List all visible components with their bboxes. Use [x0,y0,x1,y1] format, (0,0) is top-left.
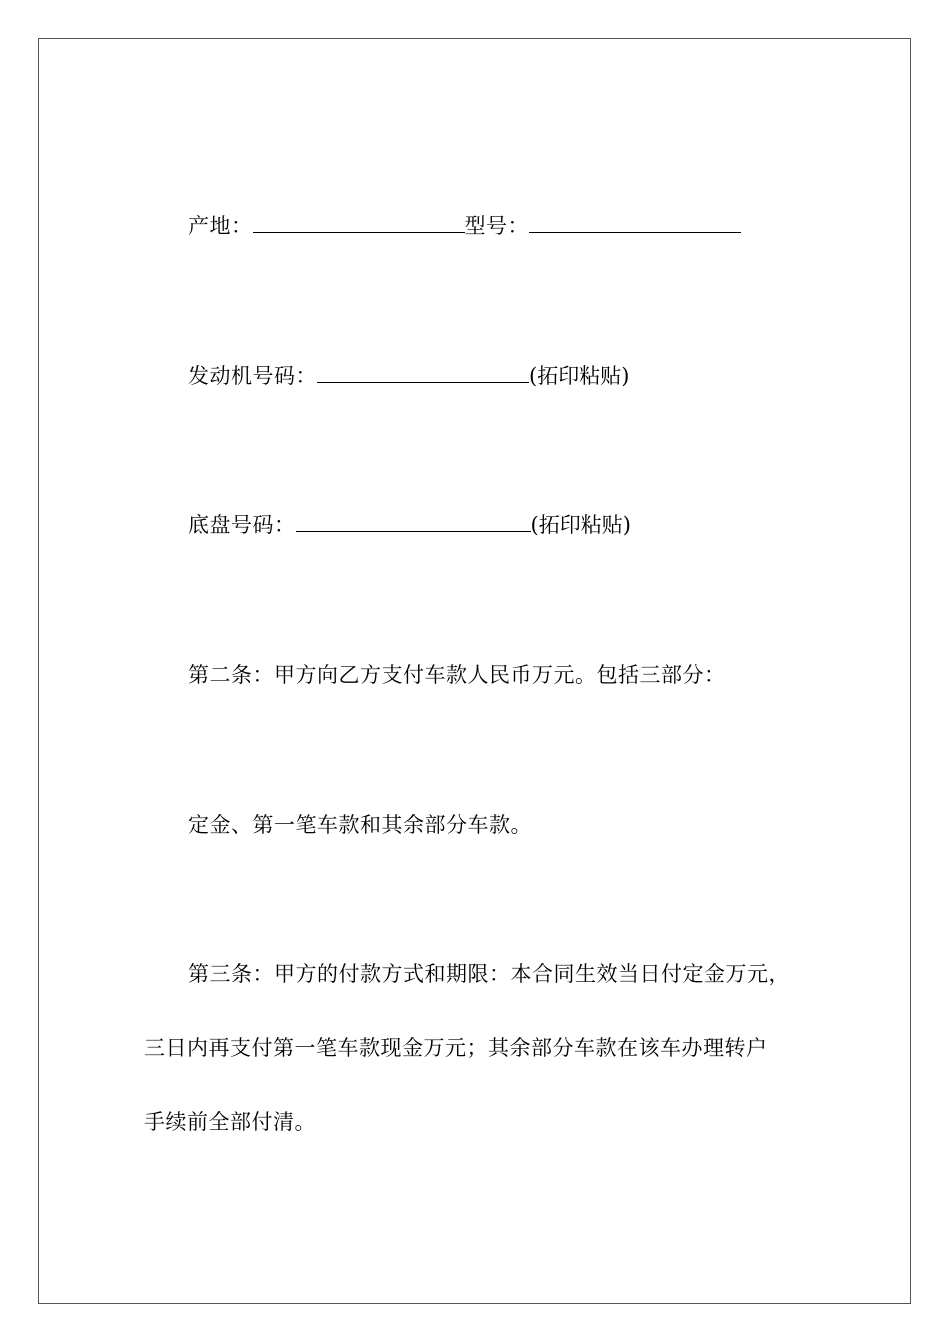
origin-blank [253,212,465,233]
engine-number-line [188,362,629,390]
article-3-line-2: 三日内再支付第一笔车款现金万元；其余部分车款在该车办理转户 [144,1036,768,1060]
chassis-number-note: (拓印粘贴) [530,513,631,537]
article-3-line-3: 手续前全部付清。 [144,1110,316,1134]
chassis-number-blank [296,511,531,532]
chassis-number-line [188,511,631,539]
article-2-line-2: 定金、第一笔车款和其余部分车款。 [188,813,532,837]
model-label: 型号： [464,214,529,238]
engine-number-blank [317,362,529,383]
origin-model-line [188,212,741,240]
engine-number-label: 发动机号码： [188,364,317,388]
engine-number-note: (拓印粘贴) [529,364,630,388]
article-3-line-1: 第三条：甲方的付款方式和期限：本合同生效当日付定金万元， [188,962,790,986]
chassis-number-label: 底盘号码： [188,513,296,537]
origin-label: 产地： [188,214,253,238]
model-blank [529,212,741,233]
article-2-line-1: 第二条：甲方向乙方支付车款人民币万元。包括三部分： [188,663,726,687]
